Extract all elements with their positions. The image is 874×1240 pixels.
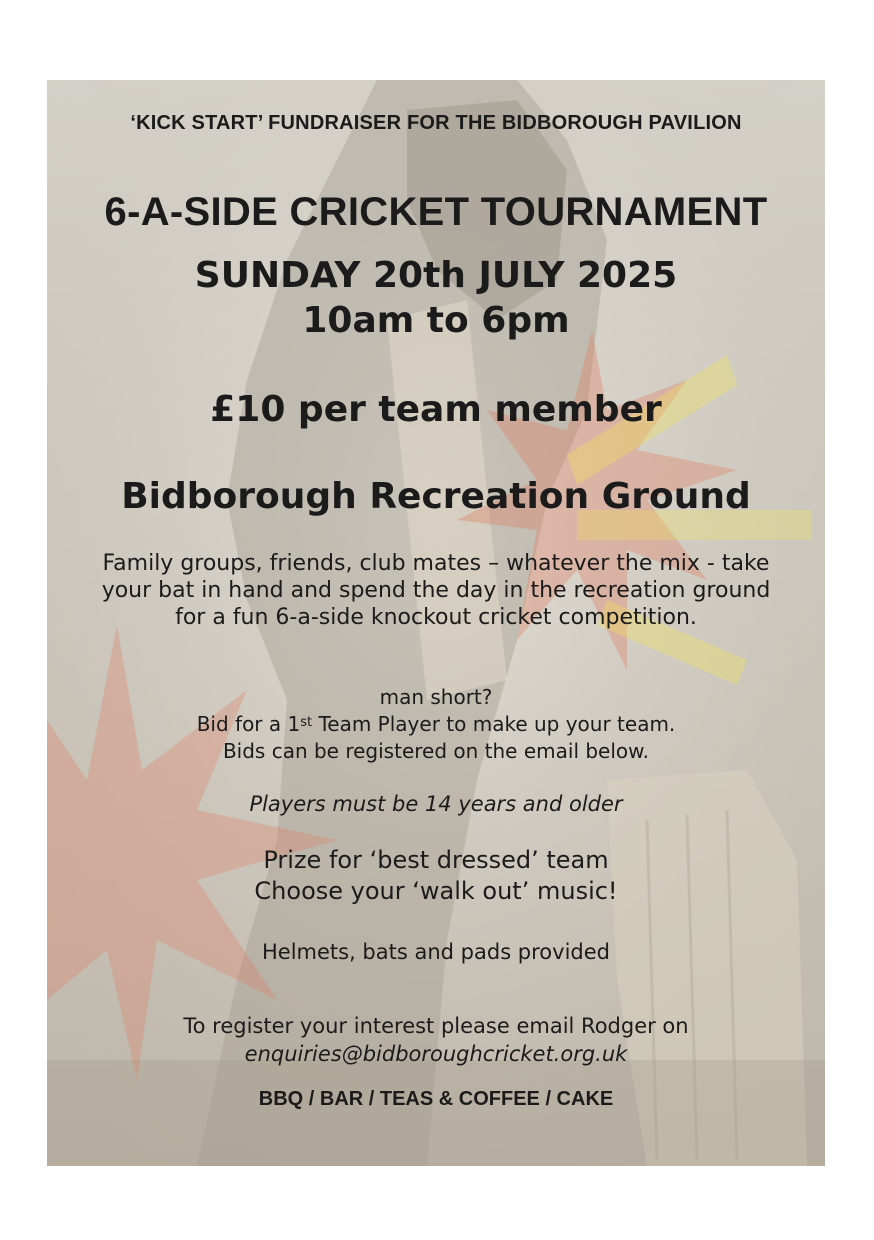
- ordinal-suffix: st: [300, 715, 313, 730]
- poster-text: [47, 80, 825, 1166]
- description-line: Family groups, friends, club mates – whatever the mix - take: [102, 551, 770, 576]
- entry-price: £10 per team member: [210, 389, 662, 430]
- description-line: your bat in hand and spend the day in the recreation ground: [101, 578, 771, 603]
- registration-section: [47, 1012, 825, 1068]
- prize-line: Choose your ‘walk out’ music!: [254, 877, 618, 905]
- event-date: SUNDAY 20th JULY 2025: [194, 255, 678, 296]
- bid-player-text-rest: Team Player to make up your team.: [312, 712, 676, 736]
- event-venue: Bidborough Recreation Ground: [121, 476, 751, 517]
- registration-email-link[interactable]: enquiries@bidboroughcricket.org.uk: [244, 1042, 628, 1066]
- age-requirement: Players must be 14 years and older: [249, 792, 623, 816]
- event-time: 10am to 6pm: [302, 300, 570, 341]
- man-short-heading: man short?: [379, 685, 493, 709]
- registration-text: To register your interest please email Rodger on: [183, 1014, 689, 1038]
- fundraiser-kicker: ‘KICK START’ FUNDRAISER FOR THE BIDBOROUGH PAVILION: [130, 112, 742, 134]
- prize-section: [47, 845, 825, 907]
- refreshments-footer: BBQ / BAR / TEAS & COFFEE / CAKE: [258, 1088, 614, 1110]
- event-poster: [47, 80, 825, 1166]
- event-description: [47, 550, 825, 631]
- bid-player-line: [47, 711, 825, 738]
- bid-player-text: Bid for a 1: [196, 712, 301, 736]
- event-title: 6-A-SIDE CRICKET TOURNAMENT: [104, 190, 768, 234]
- man-short-section: [47, 684, 825, 765]
- prize-line: Prize for ‘best dressed’ team: [263, 846, 609, 874]
- description-line: for a fun 6-a-side knockout cricket competition.: [175, 605, 697, 630]
- equipment-note: Helmets, bats and pads provided: [261, 940, 611, 964]
- bids-registration-line: Bids can be registered on the email below.: [222, 739, 650, 763]
